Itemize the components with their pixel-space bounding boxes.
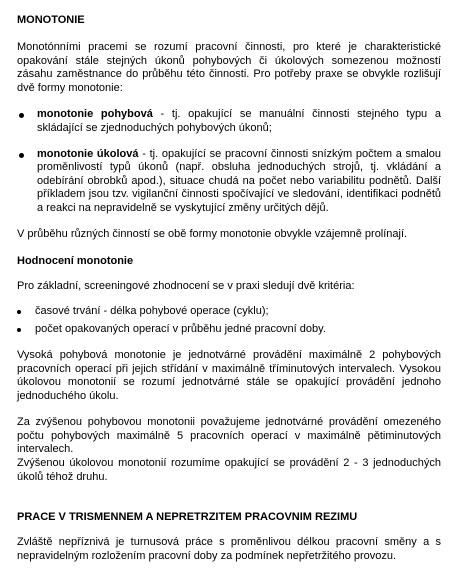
bullet-icon: [17, 310, 21, 314]
criterion-text: počet opakovaných operací v průběhu jedné pracovní doby.: [35, 323, 326, 336]
increased-task-paragraph: Zvýšenou úkolovou monotonií rozumíme opakující se provádění 2 - 3 jednoduchých úkolů téhož druhu.: [17, 457, 441, 483]
overlap-paragraph: V průběhu různých činností se obě formy monotonie obvykle vzájemně prolínají.: [17, 227, 408, 240]
list-item: [17, 323, 441, 337]
form-text: - tj. opakující se manuální činnosti stejného typu a skládající se zjednoduchých pohybových úkonů;: [37, 108, 441, 134]
list-item: [19, 148, 441, 216]
criteria-intro: Pro základní, screeningové zhodnocení se v praxi sledují dvě kritéria:: [17, 280, 355, 293]
form-text: - tj. opakující se pracovní činnosti snízkým počtem a smalou proměnlivostí typů úkonů (např. obsluha jednoduchých strojů, tj. vkládání a odebírání obrobků apod.), situace chudá na počet nebo variabilitu podnětů. Další příkladem jsou tzv. vigilanční činnosti spočívající ve sledování, identifikaci podnětů a reakci na nepravidelně se vyskytující změny určitých dějů.: [37, 147, 441, 214]
bullet-icon: [19, 153, 24, 158]
document-page: [17, 13, 441, 563]
monotony-forms-list: [17, 108, 441, 215]
high-monotony-paragraph: Vysoká pohybová monotonie je jednotvárné provádění maximálně 2 pohybových pracovních operací při jejich střídání v maximálně tříminutových intervalech. Vysokou úkolovou monotonií se rozumí jednotvárné stále se opakující provádění jednoho jednoduchého úkolu.: [17, 348, 441, 402]
increased-motion-paragraph: Za zvýšenou pohybovou monotonii považujeme jednotvárné provádění omezeného počtu pohybových maximálně 5 pracovních operací v maximálně pětiminutových intervalech.: [17, 416, 441, 456]
intro-paragraph: Monotónními pracemi se rozumí pracovní činnosti, pro které je charakteristické opakování stále stejných úkonů pohybových či úkolových somezenou možností zásahu zaměstnance do průběhu této činnosti. Pro potřeby praxe se obvykle rozlišují dvě formy monotonie:: [17, 41, 441, 94]
heading-hodnoceni: Hodnocení monotonie: [17, 255, 134, 268]
form-term: monotonie úkolová: [37, 147, 139, 160]
bullet-icon: [17, 328, 21, 332]
list-item: [19, 108, 441, 135]
criteria-list: [17, 305, 441, 337]
heading-shift-work: PRACE V TRISMENNEM A NEPRETRZITEM PRACOVNIM REZIMU: [17, 511, 358, 524]
form-term: monotonie pohybová: [37, 108, 153, 121]
bullet-icon: [19, 113, 24, 118]
list-item: [17, 305, 441, 319]
shift-paragraph: Zvláště nepříznivá je turnusová práce s proměnlivou délkou pracovní směny a s nepravidelným rozložením pracovní doby za podmínek nepřetržitého provozu.: [17, 536, 441, 562]
criterion-text: časové trvání - délka pohybové operace (cyklu);: [35, 304, 269, 317]
heading-monotonie: MONOTONIE: [17, 14, 85, 26]
